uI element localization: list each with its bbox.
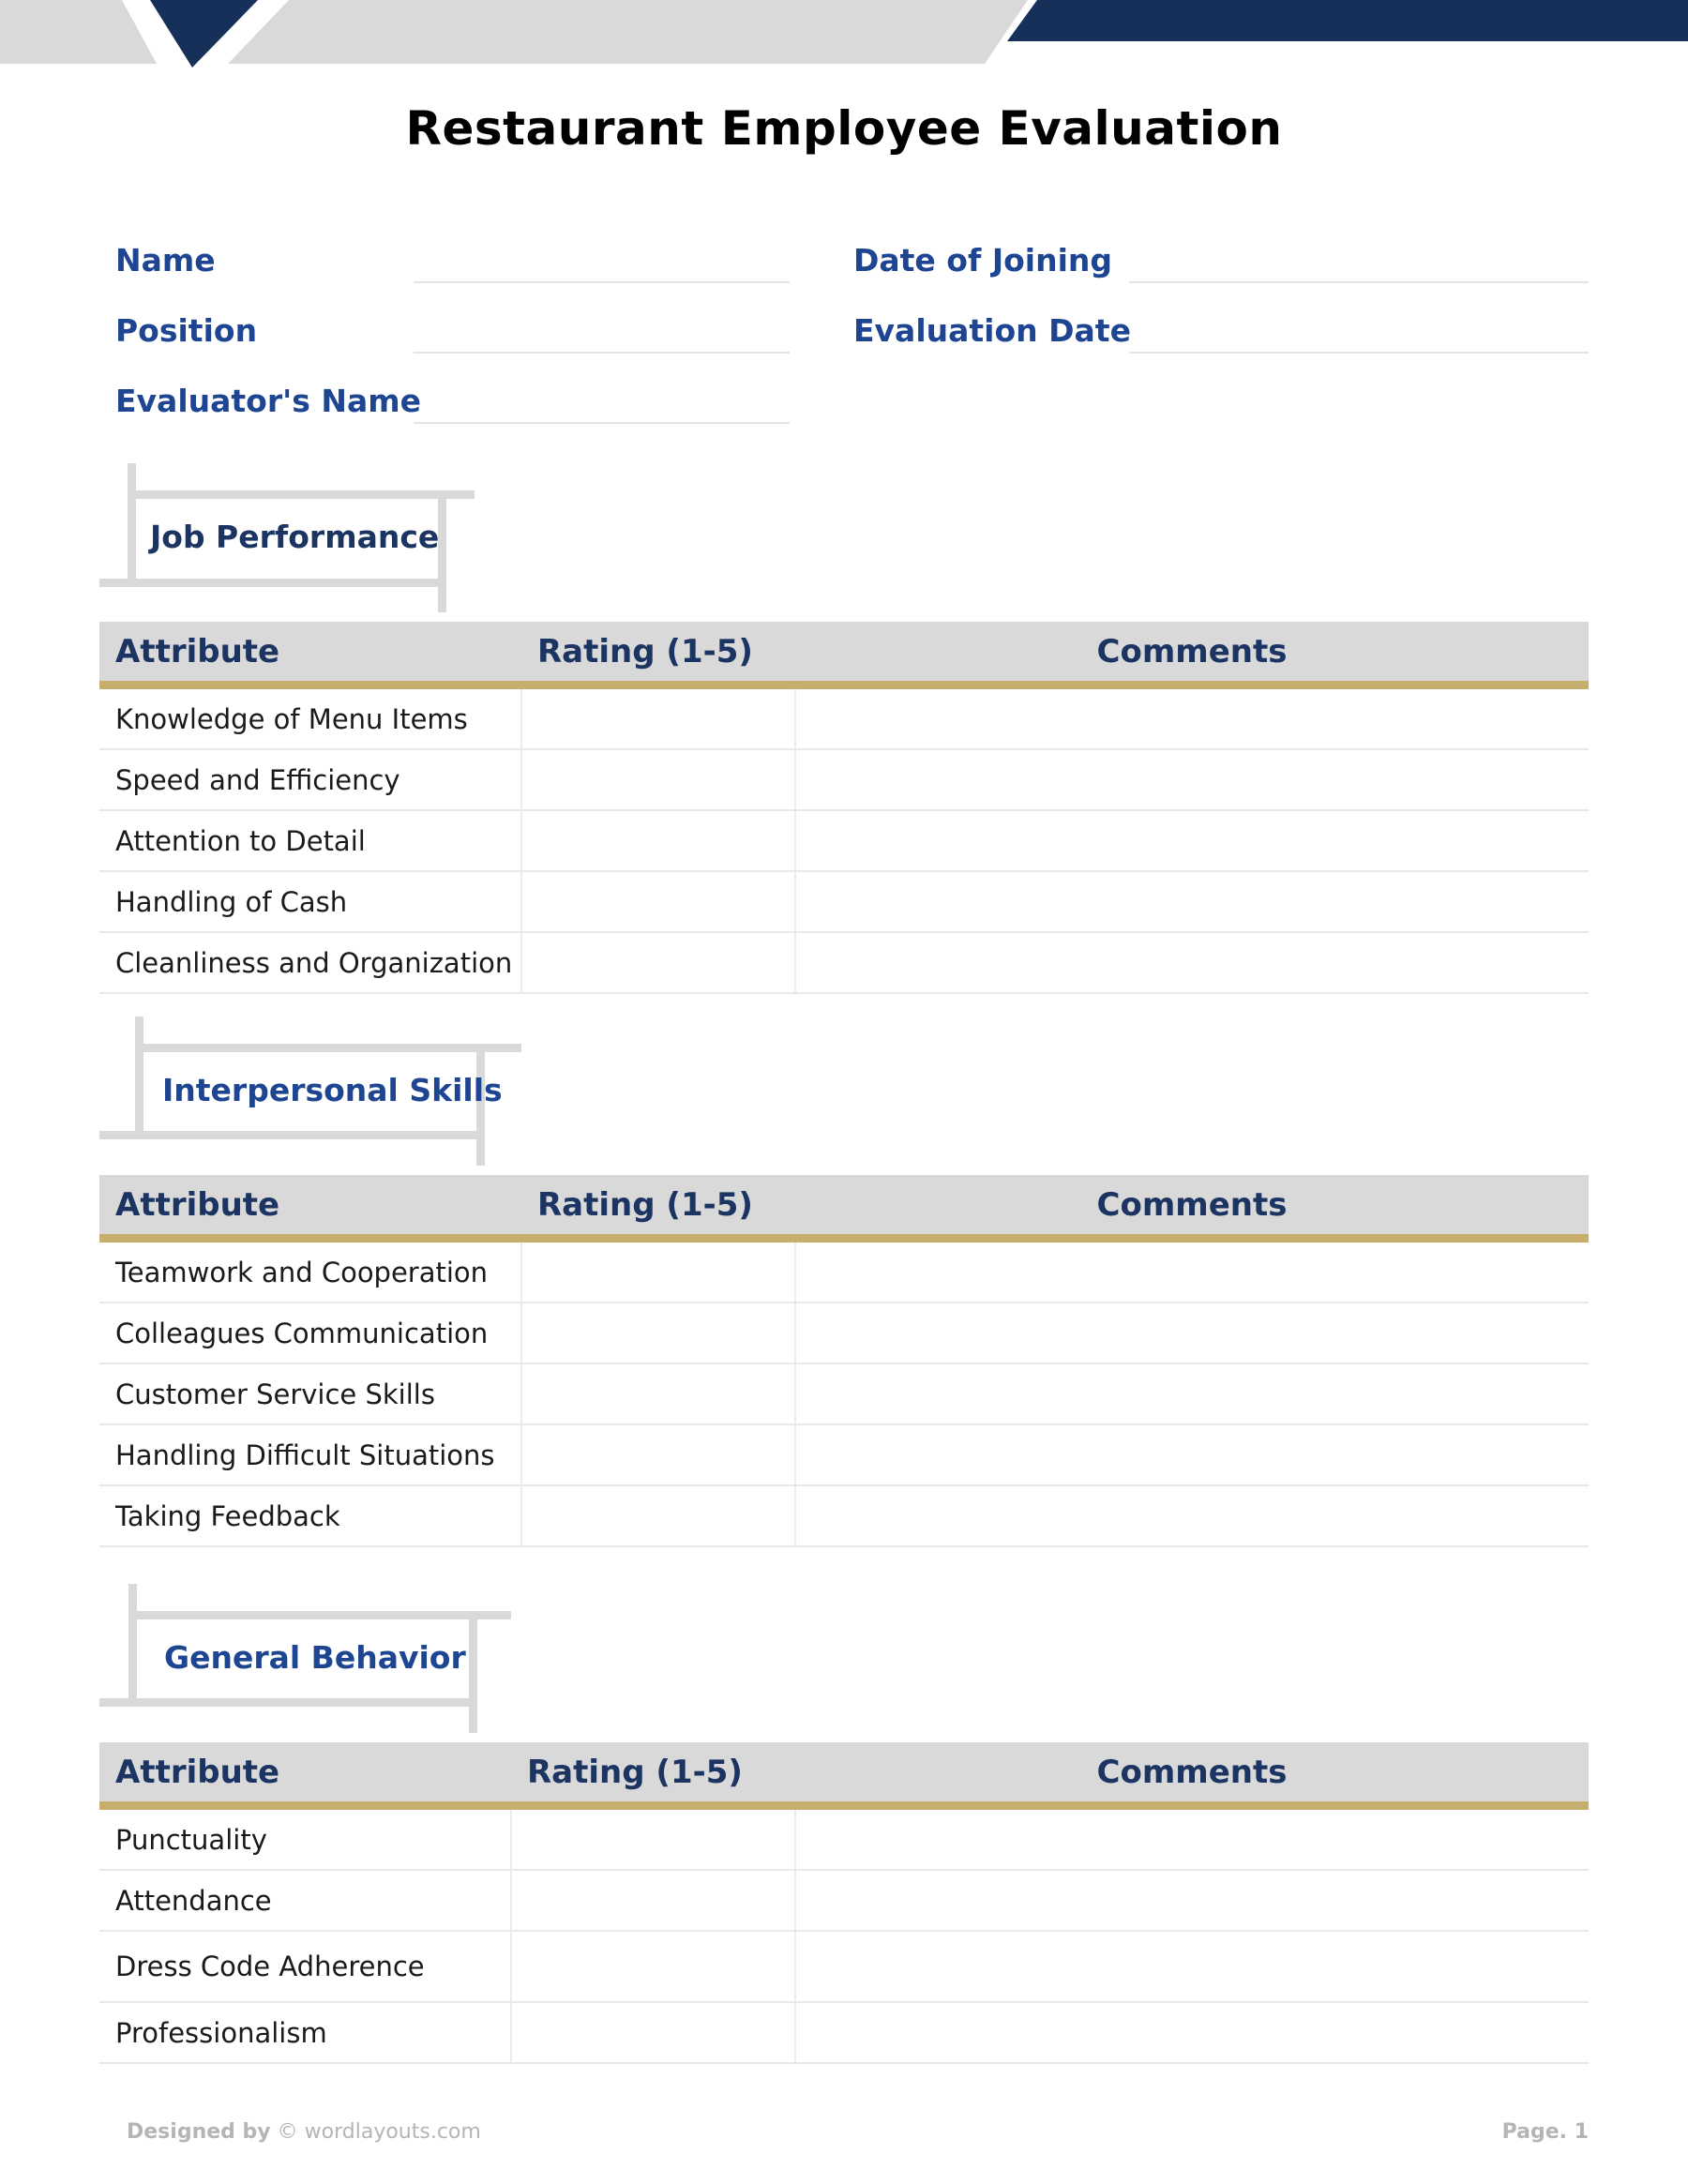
job-performance-table bbox=[99, 622, 1589, 994]
table-header-row bbox=[99, 1742, 1589, 1806]
attribute-cell: Cleanliness and Organization bbox=[99, 932, 521, 993]
table-row bbox=[99, 871, 1589, 932]
column-header-rating: Rating (1-5) bbox=[521, 622, 795, 685]
footer-credit bbox=[127, 2120, 481, 2144]
comments-cell[interactable] bbox=[795, 1363, 1589, 1424]
table-row bbox=[99, 1485, 1589, 1546]
attribute-cell: Customer Service Skills bbox=[99, 1363, 521, 1424]
page-number: Page. 1 bbox=[1501, 2120, 1589, 2144]
comments-cell[interactable] bbox=[795, 1870, 1589, 1931]
attribute-cell: Handling Difficult Situations bbox=[99, 1424, 521, 1485]
rating-cell[interactable] bbox=[521, 685, 795, 750]
rating-cell[interactable] bbox=[511, 2002, 795, 2063]
table-row bbox=[99, 1931, 1589, 2002]
table-row bbox=[99, 1806, 1589, 1871]
rating-cell[interactable] bbox=[511, 1806, 795, 1871]
table-row bbox=[99, 2002, 1589, 2063]
comments-cell[interactable] bbox=[795, 932, 1589, 993]
evaluation-date-label: Evaluation Date bbox=[853, 312, 1131, 349]
page-title: Restaurant Employee Evaluation bbox=[405, 101, 1283, 156]
column-header-comments: Comments bbox=[795, 1742, 1589, 1806]
attribute-cell: Attendance bbox=[99, 1870, 511, 1931]
column-header-attribute: Attribute bbox=[99, 1175, 521, 1239]
rating-cell[interactable] bbox=[521, 810, 795, 871]
evaluator-name-field[interactable] bbox=[414, 422, 790, 424]
comments-cell[interactable] bbox=[795, 685, 1589, 750]
attribute-cell: Knowledge of Menu Items bbox=[99, 685, 521, 750]
attribute-cell: Professionalism bbox=[99, 2002, 511, 2063]
comments-cell[interactable] bbox=[795, 1424, 1589, 1485]
table-row bbox=[99, 1870, 1589, 1931]
evaluation-date-field[interactable] bbox=[1129, 352, 1589, 354]
table-row bbox=[99, 749, 1589, 810]
comments-cell[interactable] bbox=[795, 749, 1589, 810]
evaluator-name-label: Evaluator's Name bbox=[115, 383, 422, 419]
attribute-cell: Punctuality bbox=[99, 1806, 511, 1871]
comments-cell[interactable] bbox=[795, 871, 1589, 932]
name-field[interactable] bbox=[414, 281, 790, 283]
comments-cell[interactable] bbox=[795, 1239, 1589, 1303]
date-of-joining-label: Date of Joining bbox=[853, 242, 1113, 279]
position-field[interactable] bbox=[414, 352, 790, 354]
table-row bbox=[99, 1424, 1589, 1485]
table-header-row bbox=[99, 1175, 1589, 1239]
rating-cell[interactable] bbox=[521, 871, 795, 932]
comments-cell[interactable] bbox=[795, 1303, 1589, 1363]
attribute-cell: Handling of Cash bbox=[99, 871, 521, 932]
comments-cell[interactable] bbox=[795, 1931, 1589, 2002]
interpersonal-skills-table bbox=[99, 1175, 1589, 1547]
rating-cell[interactable] bbox=[521, 1485, 795, 1546]
rating-cell[interactable] bbox=[521, 932, 795, 993]
rating-cell[interactable] bbox=[521, 1303, 795, 1363]
column-header-rating: Rating (1-5) bbox=[521, 1175, 795, 1239]
rating-cell[interactable] bbox=[521, 1424, 795, 1485]
table-header-row bbox=[99, 622, 1589, 685]
attribute-cell: Colleagues Communication bbox=[99, 1303, 521, 1363]
rating-cell[interactable] bbox=[521, 749, 795, 810]
column-header-attribute: Attribute bbox=[99, 1742, 511, 1806]
attribute-cell: Taking Feedback bbox=[99, 1485, 521, 1546]
table-row bbox=[99, 810, 1589, 871]
table-row bbox=[99, 1239, 1589, 1303]
comments-cell[interactable] bbox=[795, 1806, 1589, 1871]
attribute-cell: Dress Code Adherence bbox=[99, 1931, 511, 2002]
table-row bbox=[99, 1363, 1589, 1424]
attribute-cell: Speed and Efficiency bbox=[99, 749, 521, 810]
section-title-job-performance: Job Performance bbox=[150, 519, 440, 555]
header-decoration bbox=[0, 0, 1688, 75]
credit-link[interactable]: © wordlayouts.com bbox=[277, 2120, 481, 2144]
rating-cell[interactable] bbox=[521, 1239, 795, 1303]
column-header-rating: Rating (1-5) bbox=[511, 1742, 795, 1806]
comments-cell[interactable] bbox=[795, 2002, 1589, 2063]
column-header-comments: Comments bbox=[795, 1175, 1589, 1239]
attribute-cell: Attention to Detail bbox=[99, 810, 521, 871]
attribute-cell: Teamwork and Cooperation bbox=[99, 1239, 521, 1303]
date-of-joining-field[interactable] bbox=[1129, 281, 1589, 283]
column-header-comments: Comments bbox=[795, 622, 1589, 685]
designed-by-label: Designed by bbox=[127, 2120, 271, 2144]
rating-cell[interactable] bbox=[521, 1363, 795, 1424]
header-navy-bar bbox=[1007, 0, 1688, 41]
table-row bbox=[99, 685, 1589, 750]
position-label: Position bbox=[115, 312, 258, 349]
section-title-interpersonal-skills: Interpersonal Skills bbox=[162, 1072, 503, 1108]
rating-cell[interactable] bbox=[511, 1870, 795, 1931]
general-behavior-table bbox=[99, 1742, 1589, 2064]
comments-cell[interactable] bbox=[795, 1485, 1589, 1546]
table-row bbox=[99, 1303, 1589, 1363]
comments-cell[interactable] bbox=[795, 810, 1589, 871]
section-title-general-behavior: General Behavior bbox=[164, 1639, 466, 1676]
rating-cell[interactable] bbox=[511, 1931, 795, 2002]
table-row bbox=[99, 932, 1589, 993]
name-label: Name bbox=[115, 242, 216, 279]
column-header-attribute: Attribute bbox=[99, 622, 521, 685]
